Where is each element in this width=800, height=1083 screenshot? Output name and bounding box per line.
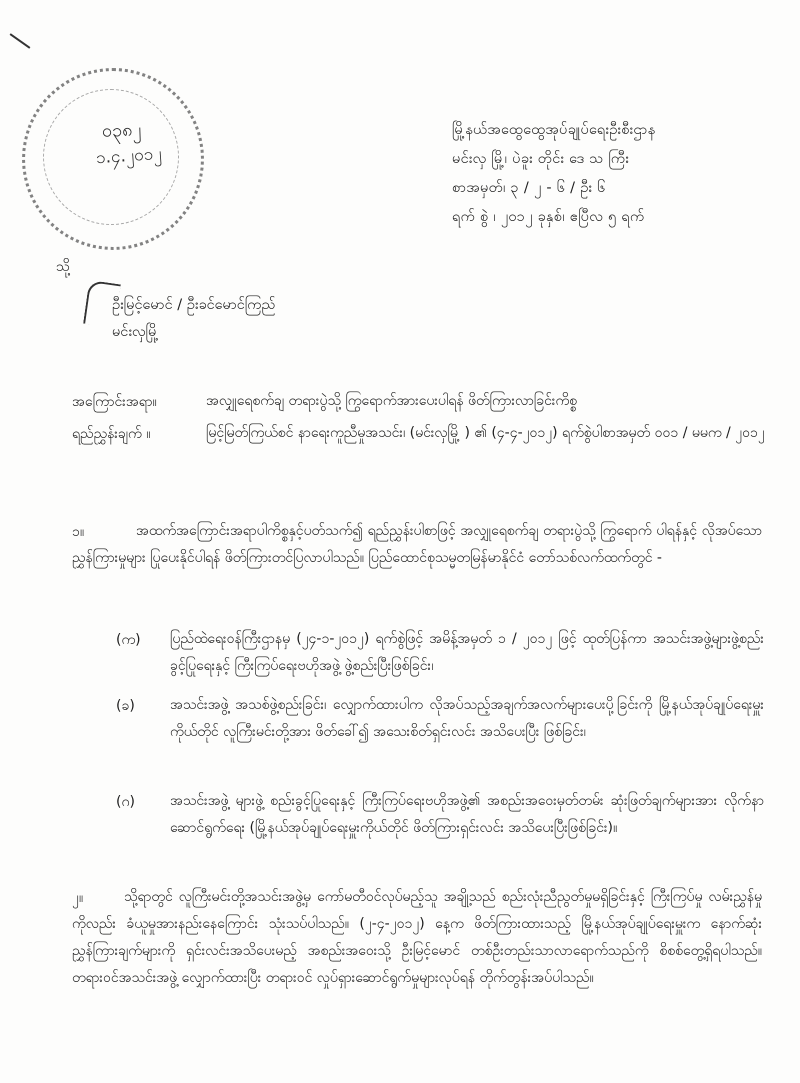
reference-text: မြင့်မြတ်ကြယ်စင် နာရေးကူညီမှုအသင်း၊ (မင်းလှမြို့ ) ၏ (၄-၄-၂၀၁၂) ရက်စွဲပါစာအမှတ် ၀၀၁ / မမက / ၂၀၁၂ [206,425,765,441]
paragraph-1-text: အထက်အကြောင်းအရာပါကိစ္စနှင့်ပတ်သက်၍ ရည်ညွှန်းပါစာဖြင့် အလျှုရေစက်ချ တရားပွဲသို့ ကြွရောက် ပါရန်နှင့် လိုအပ်သောညွှန်ကြားမှုများ ပြုပေးနိုင်ပါရန် ဖိတ်ကြားတင်ပြလာပါသည်။ ပြည်ထောင်စုသမ္မတမြန်မာနိုင်ငံ တော်သစ်လက်ထက်တွင် - [72,523,762,566]
header-location: မင်းလှ မြို့၊ ပဲခူး တိုင်း ဒေ သ ကြီး [452,151,630,167]
subject-label: အကြောင်းအရာ။ [72,394,157,410]
corner-pen-mark [10,33,31,48]
header-letter-number: စာအမှတ်၊ ၃ / ၂ - ၆ / ဦး ၆ [452,180,606,196]
recipient-block [112,292,275,346]
paragraph-2-number: ၂။ [72,890,84,906]
reference-row [72,424,765,445]
letter-header [452,116,782,232]
to-label: သို့ [56,259,71,275]
subject-text: အလျှုရေစက်ချ တရားပွဲသို့ ကြွရောက်အားပေးပါရန် ဖိတ်ကြားလာခြင်းကိစ္စ [206,393,578,409]
subject-row [72,392,578,413]
item-kha-marker: (ခ) [116,698,135,714]
stamp-number: ၀၃၈၂ [101,119,142,142]
item-ga-marker: (ဂ) [116,794,135,810]
header-date: ရက် စွဲ ၊ ၂၀၁၂ ခုနှစ်၊ ဧပြီလ ၅ ရက် [452,209,645,225]
item-ka-marker: (က) [116,632,141,648]
paragraph-1-number: ၁။ [72,524,85,540]
item-ka-text: ပြည်ထဲရေးဝန်ကြီးဌာနမှ (၂၄-၁-၂၀၁၂) ရက်စွဲဖြင့် အမိန့်အမှတ် ၁ / ၂၀၁၂ ဖြင့် ထုတ်ပြန်ကာ အသင်းအဖွဲ့များဖွဲ့စည်းခွင့်ပြုရေးနှင့် ကြီးကြပ်ရေးဗဟိုအဖွဲ့ ဖွဲ့စည်းပြီးဖြစ်ခြင်း၊ [170,631,764,674]
paragraph-2-text: သို့ရာတွင် လူကြီးမင်းတို့အသင်းအဖွဲ့မှ ကော်မတီဝင်လုပ်မည့်သူ အချို့သည် စည်းလုံးညီညွတ်မှုမရှိခြင်းနှင့် ကြီးကြပ်မှု လမ်းညွှန်မှုကိုလည်း ခံယူမှုအားနည်းနေကြောင်း သုံးသပ်ပါသည်။ (၂-၄-၂၀၁၂) နေ့က ဖိတ်ကြားထားသည့် မြို့နယ်အုပ်ချုပ်ရေးမှူးက နောက်ဆုံးညွှန်ကြားချက်များကို ရှင်းလင်းအသိပေးမည့် အစည်းအဝေးသို့ ဦးမြင့်မောင် တစ်ဦးတည်းသာလာရောက်သည်ကို စိစစ်တွေ့ရှိရပါသည်။တရားဝင်အသင်းအဖွဲ့ လျှောက်ထားပြီး တရားဝင် လှုပ်ရှားဆောင်ရွက်မှုများလုပ်ရန် တိုက်တွန်းအပ်ပါသည်။ [72,889,762,986]
reference-label: ရည်ညွှန်းချက် ။ [72,426,151,442]
stamp-date: ၁.၄.၂၀၁၂ [95,143,163,169]
recipient-town: မင်းလှမြို့ [112,324,159,340]
item-kha-text: အသင်းအဖွဲ့ အသစ်ဖွဲ့စည်းခြင်း၊ လျှောက်ထားပါက လိုအပ်သည့်အချက်အလက်များပေးပို့ခြင်းကို မြို့နယ်အုပ်ချုပ်ရေးမှူးကိုယ်တိုင် လူကြီးမင်းတို့အား ဖိတ်ခေါ်၍ အသေးစိတ်ရှင်းလင်း အသိပေးပြီး ဖြစ်ခြင်း၊ [170,697,764,740]
header-office: မြို့နယ်အထွေထွေအုပ်ချုပ်ရေးဦးစီးဌာန [452,122,656,138]
item-ga-text: အသင်းအဖွဲ့ များဖွဲ့ စည်းခွင့်ပြုရေးနှင့် ကြီးကြပ်ရေးဗဟိုအဖွဲ့၏ အစည်းအဝေးမှတ်တမ်း ဆုံးဖြတ်ချက်များအား လိုက်နာဆောင်ရွက်ရေး (မြို့နယ်အုပ်ချုပ်ရေးမှူးကိုယ်တိုင် ဖိတ်ကြားရှင်းလင်း အသိပေးပြီးဖြစ်ခြင်း)။ [170,793,764,836]
recipient-names: ဦးမြင့်မောင် / ဦးခင်မောင်ကြည် [112,297,276,313]
